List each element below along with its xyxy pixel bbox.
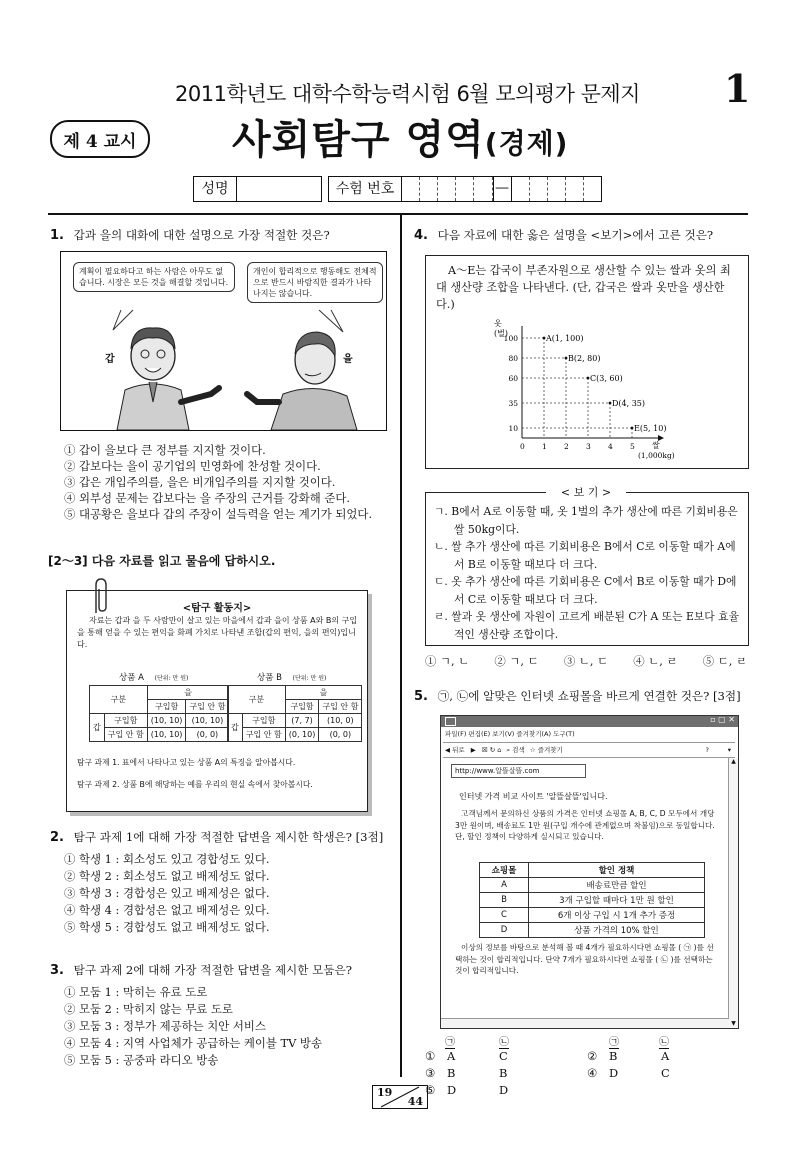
column-rule [400, 215, 402, 1077]
x-tick-label: 5 [630, 442, 635, 451]
y-tick-label: 80 [508, 354, 518, 363]
discount-mall: C [480, 908, 529, 923]
exam-number-digit[interactable] [584, 177, 601, 201]
browser-menu[interactable]: 파일(F) 편집(E) 보기(V) 즐겨찾기(A) 도구(T) [445, 730, 575, 738]
y-tick-label: 35 [508, 399, 518, 408]
q5-answer[interactable] [587, 1066, 670, 1080]
q1-cartoon [60, 251, 387, 431]
discount-head-mall: 쇼핑몰 [480, 863, 529, 878]
task-1: 탐구 과제 1. 표에서 나타나고 있는 상품 A의 특징을 알아봅시다. [77, 758, 296, 767]
q5-col-b: ㉡ [659, 1033, 669, 1049]
discount-head-policy: 할인 정책 [529, 863, 705, 878]
data-label: E(5, 10) [634, 424, 667, 433]
data-label: B(2, 80) [568, 354, 601, 363]
q4-answer[interactable]: ② ㄱ, ㄷ [494, 654, 539, 668]
q23-heading: [2～3] 다음 자료를 읽고 물음에 답하시오. [48, 554, 276, 568]
q5-answer-b: C [661, 1066, 670, 1080]
data-point [587, 377, 590, 380]
q5-answer[interactable] [425, 1066, 508, 1080]
table-a-head-eul: 을 [147, 686, 229, 700]
q2-option[interactable]: ② 학생 2 : 회소성도 없고 배제성도 없다. [64, 869, 270, 883]
x-tick-label: 3 [586, 442, 591, 451]
y-tick-label: 60 [508, 374, 518, 383]
q3-option[interactable]: ② 모둠 2 : 막히지 않는 무료 도로 [64, 1002, 233, 1016]
activity-intro: 자료는 갑과 을 두 사람만이 살고 있는 마을에서 갑과 을이 상품 A와 B의 구입을 통해 얻을 수 있는 편익을 화폐 가치로 나타낸 조합(갑의 편익, 을의 편익)입니다. [77, 616, 358, 649]
address-bar[interactable]: http://www.알뜰살뜰.com [451, 764, 586, 778]
data-point [631, 427, 634, 430]
q5-answer-a: D [447, 1083, 457, 1097]
q2-number: 2. [50, 830, 64, 845]
q4-answer[interactable]: ① ㄱ, ㄴ [425, 654, 470, 668]
q5-col-a: ㉠ [609, 1033, 619, 1049]
exam-number-digit[interactable] [438, 177, 456, 201]
bogi-item: ㄴ. 쌀 추가 생산에 따른 기회비용은 B에서 C로 이동할 때가 A에서 B로 이동할 때보다 더 크다. [434, 540, 736, 571]
q1-option[interactable]: ⑤ 대공황은 을보다 갑의 주장이 설득력을 얻는 계기가 되었다. [64, 507, 373, 521]
bogi-item: ㄷ. 옷 추가 생산에 따른 기회비용은 C에서 B로 이동할 때가 D에서 C로 이동할 때보다 더 크다. [434, 575, 737, 606]
q3-option[interactable]: ③ 모둠 3 : 정부가 제공하는 치안 서비스 [64, 1019, 266, 1033]
table-b-head-nobuy: 구입 안 함 [319, 700, 362, 714]
table-a-cell: (10, 10) [147, 728, 186, 742]
help-icon[interactable]: ? [705, 746, 709, 754]
q4-answer[interactable]: ④ ㄴ, ㄹ [633, 654, 678, 668]
q5-answer-a: B [609, 1049, 618, 1063]
exam-number-digit[interactable] [566, 177, 584, 201]
mail-icon [445, 717, 456, 726]
page-indicator [372, 1085, 428, 1109]
exam-number-label: 수험 번호 [329, 177, 402, 201]
name-field[interactable] [193, 176, 322, 202]
table-b-head-group: 구분 [228, 686, 286, 714]
back-icon[interactable]: ◀ [445, 746, 450, 754]
q3-options [64, 984, 394, 1069]
horizontal-scrollbar[interactable] [441, 1018, 729, 1028]
y-axis-label-2: (벌) [494, 329, 508, 338]
table-a-row-nobuy: 구입 안 함 [104, 728, 147, 742]
page-number: 1 [724, 66, 751, 111]
q4-answers [425, 653, 747, 669]
browser-toolbar [443, 742, 735, 758]
discount-mall: D [480, 923, 529, 938]
q5-stem-text: ㉠, ㉡에 알맞은 인터넷 쇼핑몰을 바르게 연결한 것은? [3점] [437, 689, 741, 703]
home-icon[interactable]: ⌂ [497, 746, 502, 754]
bubble-eul: 개인이 합리적으로 행동해도 전체적으로 반드시 바람직한 결과가 나타나지는 않습니다. [247, 262, 383, 303]
q4-answer[interactable]: ⑤ ㄷ, ㄹ [702, 654, 747, 668]
product-b-unit: (단위: 만 원) [292, 675, 327, 682]
table-a-head-nobuy: 구입 안 함 [186, 700, 229, 714]
table-b-row-nobuy: 구입 안 함 [242, 728, 285, 742]
q5-col-b: ㉡ [499, 1033, 509, 1049]
table-a-cell: (10, 10) [186, 714, 229, 728]
table-b-row-gap: 갑 [228, 714, 243, 742]
x-tick-label: 0 [520, 442, 525, 451]
q5-answer[interactable] [425, 1049, 508, 1063]
refresh-icon[interactable]: ↻ [489, 746, 496, 754]
section-subject: (경제) [484, 127, 569, 160]
y-tick-label: 100 [503, 334, 518, 343]
data-point [609, 402, 612, 405]
q5-answer-a: B [447, 1066, 456, 1080]
stop-icon[interactable]: ☒ [481, 746, 488, 754]
q5-col-a: ㉠ [445, 1033, 455, 1049]
x-tick-label: 4 [608, 442, 613, 451]
scroll-down-icon[interactable]: ▼ [731, 1020, 736, 1027]
forward-icon[interactable]: ▶ [470, 746, 476, 754]
q3-option[interactable]: ① 모둠 1 : 막히는 유료 도로 [64, 985, 208, 999]
discount-policy: 3개 구입할 때마다 1만 원 할인 [529, 893, 705, 908]
q2-option[interactable]: ③ 학생 3 : 경합성은 있고 배제성은 없다. [64, 886, 270, 900]
q1-stem-text: 갑과 을의 대화에 대한 설명으로 가장 적절한 것은? [73, 228, 330, 242]
site-body-1: 고객님께서 문의하신 상품의 가격은 인터넷 쇼핑몰 A, B, C, D 모두에서 개당 3만 원이며, 배송료도 1만 원(구입 개수에 관계없으며 착불임)으로 동일합니다. 단, 할인 정책이 다양하게 실시되고 있습니다. [455, 809, 715, 841]
q3-option[interactable]: ④ 모둠 4 : 지역 사업체가 공급하는 케이블 TV 방송 [64, 1036, 322, 1050]
q2-stem [50, 830, 383, 845]
exam-number-digit[interactable] [474, 177, 492, 201]
q2-options [64, 851, 394, 936]
data-label: D(4, 35) [612, 399, 646, 408]
exam-number-field[interactable] [328, 176, 602, 202]
product-a-unit: (단위: 만 원) [154, 675, 189, 682]
q1-option[interactable]: ③ 갑은 개입주의를, 을은 비개입주의를 지지할 것이다. [64, 475, 336, 489]
q1-number: 1. [50, 228, 64, 243]
q4-stem [414, 228, 713, 243]
q4-answer[interactable]: ③ ㄴ, ㄷ [563, 654, 609, 668]
bogi-item: ㄹ. 쌀과 옷 생산에 자원이 고르게 배분된 C가 A 또는 E보다 효율적인 생산량 조합이다. [434, 610, 740, 641]
cartoon-illustration [61, 252, 386, 430]
exam-title: 2011학년도 대학수학능력시험 6월 모의평가 문제지 [175, 82, 640, 106]
star-icon: ☆ [529, 746, 536, 754]
table-a-cell: (10, 10) [147, 714, 186, 728]
y-axis-label-1: 옷 [494, 319, 502, 328]
name-label: 성명 [194, 177, 237, 201]
q5-answer-b: B [499, 1066, 508, 1080]
task-2: 탐구 과제 2. 상품 B에 해당하는 예를 우리의 현실 속에서 찾아봅시다. [77, 780, 313, 789]
bogi-box [425, 486, 749, 646]
q3-stem [50, 963, 352, 978]
discount-table [479, 862, 705, 938]
section-title-main: 사회탐구 영역 [232, 117, 485, 163]
q5-answer-num: ③ [425, 1066, 436, 1080]
page-current: 19 [377, 1086, 393, 1099]
q4-data-box [425, 255, 749, 469]
data-label: C(3, 60) [590, 374, 623, 383]
q5-answer-b: C [499, 1049, 508, 1063]
q5-answer-b: A [661, 1049, 670, 1063]
table-a-head-group: 구분 [90, 686, 148, 714]
name-input-area[interactable] [237, 177, 321, 201]
exam-number-digit[interactable] [420, 177, 438, 201]
discount-policy: 상품 가격의 10% 할인 [529, 923, 705, 938]
period-badge: 제 4 교시 [50, 120, 150, 158]
bogi-title: < 보 기 > [546, 484, 626, 500]
q2-option[interactable]: ④ 학생 4 : 경합성은 없고 배제성은 있다. [64, 903, 270, 917]
x-tick-label: 2 [564, 442, 569, 451]
q1-option[interactable]: ② 갑보다는 을이 공기업의 민영화에 찬성할 것이다. [64, 459, 321, 473]
product-b-name: 상품 B [257, 673, 282, 683]
page-total: 44 [407, 1095, 423, 1108]
table-b-cell: (0, 10) [285, 728, 319, 742]
q2-option[interactable]: ① 학생 1 : 회소성도 있고 경합성도 있다. [64, 852, 270, 866]
q5-answer-num: ④ [587, 1066, 598, 1080]
q1-options [64, 442, 394, 522]
data-label: A(1, 100) [546, 334, 584, 343]
section-title [232, 108, 568, 165]
product-a-name: 상품 A [119, 673, 144, 683]
exam-number-digit[interactable] [456, 177, 474, 201]
table-a-cell: (0, 0) [186, 728, 229, 742]
bubble-gap: 계획이 필요하다고 하는 사람은 아무도 없습니다. 시장은 모든 것을 해결할 것입니다. [73, 262, 235, 292]
discount-mall: A [480, 878, 529, 893]
q1-stem [50, 228, 330, 243]
x-tick-label: 1 [542, 442, 547, 451]
table-b-row-buy: 구입함 [242, 714, 285, 728]
site-body-2: 이상의 정보를 바탕으로 분석해 볼 때 4개가 필요하시다면 쇼핑몰 ( ㉠ )를 선택하는 것이 합리적입니다. 단약 7개가 필요하시다면 쇼핑몰 ( ㉡ )를 선택하는 것이 합리적입니다. [455, 943, 714, 975]
site-title: 인터넷 가격 비교 사이트 '알뜰살뜰'입니다. [459, 792, 608, 801]
q5-answer[interactable] [587, 1049, 670, 1063]
back-button[interactable]: 뒤로 [452, 746, 465, 754]
table-a-row-buy: 구입함 [104, 714, 147, 728]
y-tick-label: 10 [508, 424, 518, 433]
discount-mall: B [480, 893, 529, 908]
exam-number-digit[interactable] [548, 177, 566, 201]
q5-answer-a: A [447, 1049, 456, 1063]
table-b-cell: (0, 0) [319, 728, 362, 742]
q1-option[interactable]: ④ 외부성 문제는 갑보다는 을 주장의 근거를 강화해 준다. [64, 491, 351, 505]
q5-answer-num: ① [425, 1049, 436, 1063]
q3-stem-text: 탐구 과제 2에 대해 가장 적절한 답변을 제시한 모둠은? [73, 963, 352, 977]
window-controls-icon[interactable]: ▫ ▢ ✕ [710, 715, 735, 724]
scroll-up-icon[interactable]: ▲ [731, 758, 736, 765]
q2-stem-text: 탐구 과제 1에 대해 가장 적절한 답변을 제시한 학생은? [3점] [73, 830, 384, 844]
table-a-head-buy: 구입함 [147, 700, 186, 714]
table-product-b [227, 685, 362, 742]
activity-sheet [66, 590, 368, 812]
q5-answer-num: ⑤ [425, 1083, 436, 1097]
q5-answers [425, 1033, 745, 1097]
q5-answer-num: ② [587, 1049, 598, 1063]
table-a-row-gap: 갑 [90, 714, 105, 742]
label-gap: 갑 [105, 354, 115, 365]
discount-policy: 6개 이상 구입 시 1개 추가 증정 [529, 908, 705, 923]
search-button[interactable]: 검색 [512, 746, 525, 754]
browser-window [440, 715, 739, 1029]
table-b-head-buy: 구입함 [285, 700, 319, 714]
scrollbar[interactable] [728, 758, 738, 1027]
q4-number: 4. [414, 228, 428, 243]
q1-option[interactable]: ① 갑이 을보다 큰 정부를 지지할 것이다. [64, 443, 266, 457]
top-rule [48, 213, 748, 215]
q5-number: 5. [414, 689, 428, 704]
data-point [543, 337, 546, 340]
product-a-label [119, 671, 188, 683]
q4-passage: A～E는 갑국이 부존자원으로 생산할 수 있는 쌀과 옷의 최대 생산량 조합을 나타낸다. (단, 갑국은 쌀과 옷만을 생산한다.) [436, 264, 731, 311]
exam-number-dash: — [493, 177, 512, 201]
q5-stem [414, 689, 741, 704]
q4-stem-text: 다음 자료에 대한 옳은 설명을 <보기>에서 고른 것은? [437, 228, 714, 242]
table-b-cell: (10, 0) [319, 714, 362, 728]
table-b-head-eul: 을 [285, 686, 362, 700]
dropdown-icon[interactable]: ▾ [727, 746, 731, 754]
q3-number: 3. [50, 963, 64, 978]
x-axis-label: 쌀 [652, 441, 660, 450]
exam-number-digit[interactable] [402, 177, 420, 201]
exam-number-digit[interactable] [512, 177, 530, 201]
discount-policy: 배송료만큼 할인 [529, 878, 705, 893]
x-axis-unit: (1,000kg) [638, 451, 675, 460]
table-product-a [89, 685, 229, 742]
bogi-item: ㄱ. B에서 A로 이동할 때, 옷 1벌의 추가 생산에 따른 기회비용은 쌀 50kg이다. [434, 505, 738, 536]
search-icon: ⌕ [506, 746, 511, 754]
label-eul: 을 [343, 354, 353, 365]
q5-answer-b: D [499, 1083, 509, 1097]
q2-option[interactable]: ⑤ 학생 5 : 경합성도 없고 배제성도 없다. [64, 920, 270, 934]
browser-titlebar [441, 716, 738, 727]
q5-answer-a: D [609, 1066, 619, 1080]
ppf-chart [426, 314, 746, 464]
q3-option[interactable]: ⑤ 모둠 5 : 공중파 라디오 방송 [64, 1053, 219, 1067]
product-b-label [257, 671, 326, 683]
exam-number-digit[interactable] [530, 177, 548, 201]
table-b-cell: (7, 7) [285, 714, 319, 728]
bogi-list [434, 503, 740, 643]
data-point [565, 357, 568, 360]
favorites-button[interactable]: 즐겨찾기 [537, 746, 563, 754]
activity-title: <탐구 활동지> [182, 603, 252, 614]
